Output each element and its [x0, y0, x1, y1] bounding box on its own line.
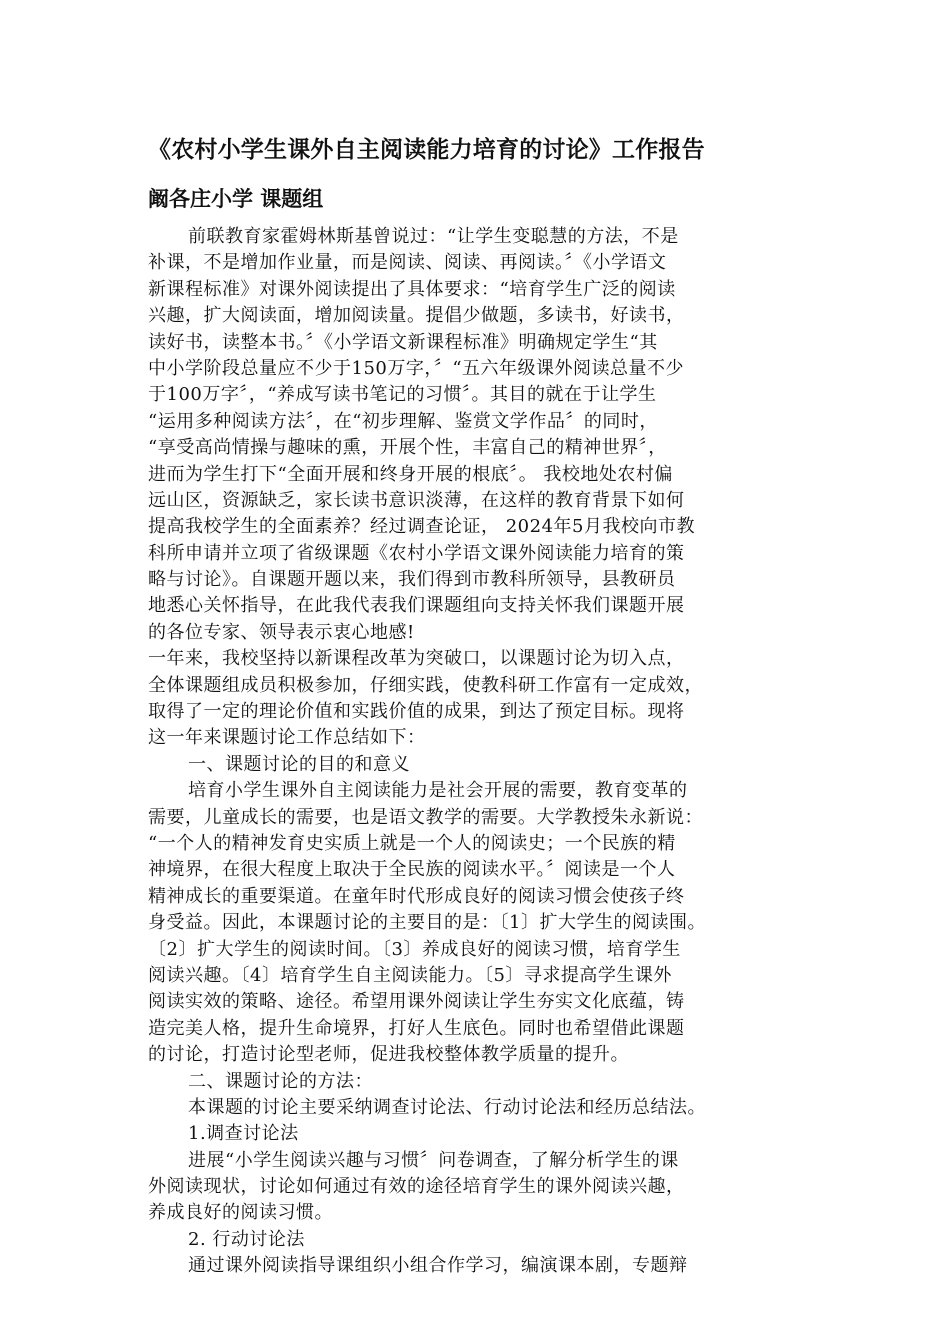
- text-line: 养成良好的阅读习惯。: [148, 1202, 333, 1224]
- text-line: 进展“小学生阅读兴趣与习惯〞问卷调查，了解分析学生的课: [188, 1149, 679, 1171]
- text-line: 需要，儿童成长的需要，也是语文教学的需要。大学教授朱永新说：: [148, 806, 703, 828]
- text-line: “享受高尚情操与趣味的熏，开展个性，丰富自己的精神世界〞，: [148, 437, 667, 459]
- text-line: 前联教育家霍姆林斯基曾说过：“让学生变聪慧的方法，不是: [188, 226, 679, 247]
- text-line: 阅读兴趣。〔4〕培育学生自主阅读能力。〔5〕寻求提高学生课外: [148, 964, 672, 986]
- text-line: “运用多种阅读方法〞，在“初步理解、鉴赏文学作品〞的同时，: [148, 410, 658, 432]
- text-line: 通过课外阅读指导课组织小组合作学习，编演课本剧，专题辩: [188, 1255, 688, 1277]
- document-body: [148, 224, 828, 1280]
- text-line: 中小学阶段总量应不少于150万字，〞“五六年级课外阅读总量不少: [148, 357, 685, 379]
- text-line: 精神成长的重要渠道。在童年时代形成良好的阅读习惯会使孩子终: [148, 885, 685, 907]
- text-line: 培育小学生课外自主阅读能力是社会开展的需要，教育变革的: [188, 780, 688, 802]
- text-line: 阅读实效的策略、途径。希望用课外阅读让学生夯实文化底蕴，铸: [148, 991, 685, 1013]
- document-title: 《农村小学生课外自主阅读能力培育的讨论》工作报告: [148, 137, 705, 163]
- text-line: 本课题的讨论主要采纳调查讨论法、行动讨论法和经历总结法。: [188, 1096, 706, 1118]
- text-line: 一、课题讨论的目的和意义: [188, 753, 410, 775]
- text-line: 二、课题讨论的方法：: [188, 1070, 373, 1092]
- text-line: 新课程标准》对课外阅读提出了具体要求：“培育学生广泛的阅读: [148, 278, 676, 300]
- text-line: 地悉心关怀指导，在此我代表我们课题组向支持关怀我们课题开展: [148, 595, 685, 617]
- document-author: 阚各庄小学 课题组: [148, 187, 324, 211]
- text-line: 外阅读现状，讨论如何通过有效的途径培育学生的课外阅读兴趣，: [148, 1176, 685, 1198]
- text-line: 身受益。因此，本课题讨论的主要目的是：〔1〕扩大学生的阅读围。: [148, 912, 706, 934]
- text-line: 科所申请并立项了省级课题《农村小学语文课外阅读能力培育的策: [148, 542, 685, 564]
- text-line: 补课，不是增加作业量，而是阅读、阅读、再阅读。〞《小学语文: [148, 252, 667, 274]
- text-line: 略与讨论》。自课题开题以来，我们得到市教科所领导，县教研员: [148, 569, 676, 591]
- text-line: 读好书，读整本书。〞《小学语文新课程标准》明确规定学生“其: [148, 331, 658, 353]
- text-line: 造完美人格，提升生命境界，打好人生底色。同时也希望借此课题: [148, 1017, 685, 1039]
- text-line: 远山区，资源缺乏，家长读书意识淡薄，在这样的教育背景下如何: [148, 489, 685, 511]
- text-line: 提高我校学生的全面素养？经过调查论证， 2024年5月我校向市教: [148, 516, 695, 538]
- text-line: 这一年来课题讨论工作总结如下：: [148, 727, 426, 749]
- text-line: “一个人的精神发育史实质上就是一个人的阅读史；一个民族的精: [148, 832, 676, 854]
- text-line: 兴趣，扩大阅读面，增加阅读量。提倡少做题，多读书，好读书，: [148, 305, 685, 327]
- text-line: 取得了一定的理论价值和实践价值的成果，到达了预定目标。现将: [148, 701, 685, 723]
- text-line: 2. 行动讨论法: [188, 1228, 305, 1250]
- text-line: 全体课题组成员积极参加，仔细实践，使教科研工作富有一定成效，: [148, 674, 703, 696]
- text-line: 进而为学生打下“全面开展和终身开展的根底〞。 我校地处农村偏: [148, 463, 673, 485]
- text-line: 〔2〕扩大学生的阅读时间。〔3〕养成良好的阅读习惯，培育学生: [148, 938, 681, 960]
- text-line: 的各位专家、领导表示衷心地感!: [148, 621, 415, 643]
- text-line: 1.调查讨论法: [188, 1123, 299, 1145]
- text-line: 于100万字〞，“养成写读书笔记的习惯〞。其目的就在于让学生: [148, 384, 657, 406]
- text-line: 神境界，在很大程度上取决于全民族的阅读水平。〞阅读是一个人: [148, 859, 676, 881]
- text-line: 的讨论，打造讨论型老师，促进我校整体教学质量的提升。: [148, 1044, 629, 1066]
- text-line: 一年来，我校坚持以新课程改革为突破口，以课题讨论为切入点，: [148, 648, 685, 670]
